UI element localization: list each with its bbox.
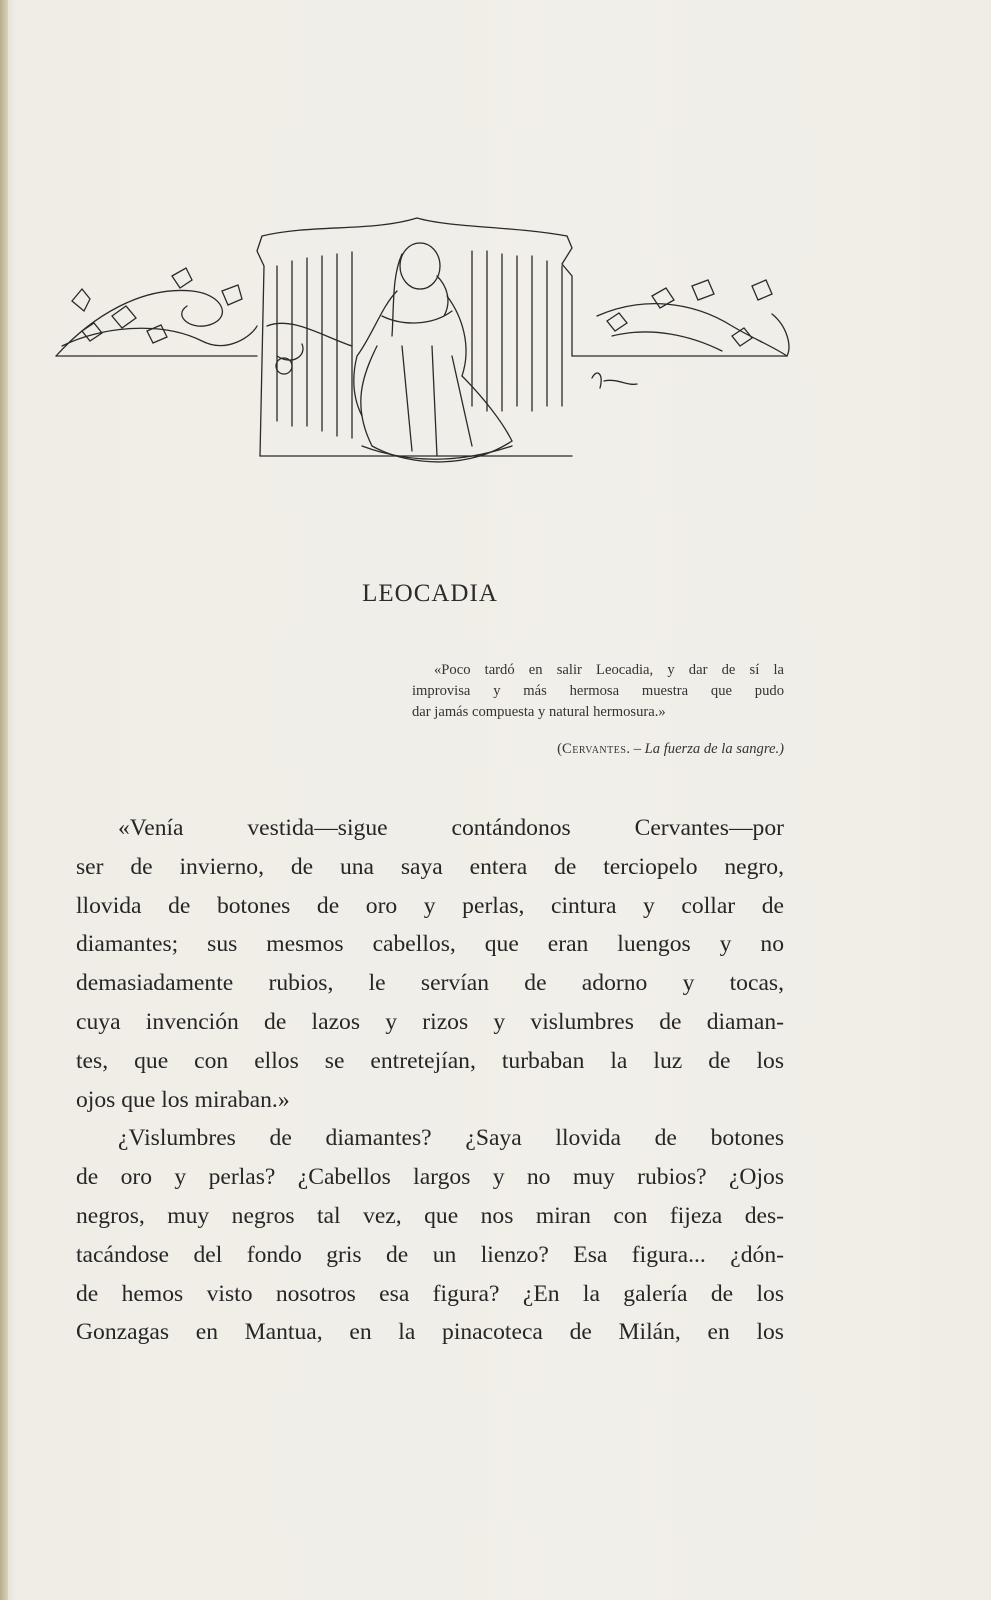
epigraph-work-title: La fuerza de la sangre. (644, 741, 780, 757)
body-line: cuya invención de lazos y rizos y vislumbres de diaman- (76, 1008, 784, 1035)
body-line: llovida de botones de oro y perlas, cintura y collar de (76, 892, 784, 919)
source-open-paren: ( (557, 741, 563, 757)
epigraph-line: dar jamás compuesta y natural hermosura.» (412, 704, 666, 720)
kneeling-woman-vignette-icon (52, 206, 802, 481)
source-close-paren: ) (779, 741, 784, 757)
body-line: «Venía vestida—sigue contándonos Cervantes—por (118, 815, 784, 841)
body-line: de oro y perlas? ¿Cabellos largos y no muy rubios? ¿Ojos (76, 1164, 784, 1191)
epigraph-author: Cervantes (562, 741, 627, 757)
body-line: ojos que los miraban.» (76, 1086, 290, 1113)
page-binding-edge (0, 0, 8, 1600)
body-line: ser de invierno, de una saya entera de terciopelo negro, (76, 853, 784, 880)
body-line: tacándose del fondo gris de un lienzo? Esa figura... ¿dón- (76, 1241, 784, 1268)
body-line: negros, muy negros tal vez, que nos miran con fijeza des- (76, 1202, 784, 1229)
epigraph-quote (412, 660, 784, 723)
source-separator: . – (626, 741, 645, 757)
body-line: tes, que con ellos se entretejían, turbaban la luz de los (76, 1047, 784, 1074)
body-line: Gonzagas en Mantua, en la pinacoteca de Milán, en los (76, 1319, 784, 1346)
epigraph-line: «Poco tardó en salir Leocadia, y dar de sí la (434, 662, 784, 678)
body-line: demasiadamente rubios, le servían de adorno y tocas, (76, 970, 784, 997)
body-text (76, 809, 784, 1352)
body-line: diamantes; sus mesmos cabellos, que eran luengos y no (76, 931, 784, 958)
epigraph-line: improvisa y más hermosa muestra que pudo (412, 683, 784, 699)
epigraph-source (412, 741, 784, 758)
chapter-title: LEOCADIA (362, 580, 498, 607)
body-line: ¿Vislumbres de diamantes? ¿Saya llovida de botones (118, 1125, 784, 1152)
body-line: de hemos visto nosotros esa figura? ¿En la galería de los (76, 1280, 784, 1307)
